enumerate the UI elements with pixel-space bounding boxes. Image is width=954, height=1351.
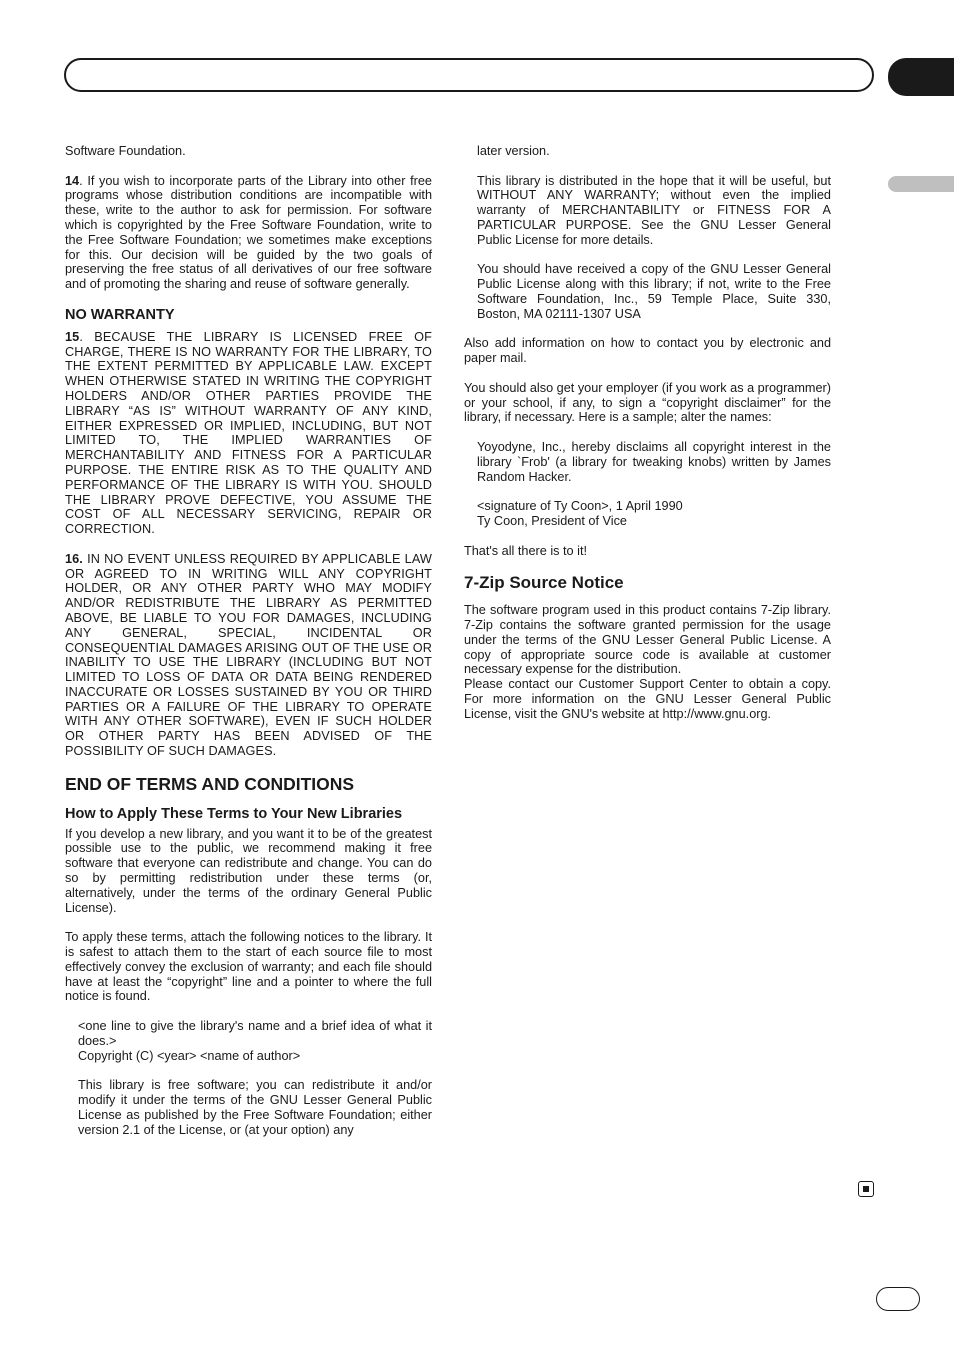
section-15 [65, 330, 432, 537]
paragraph-employer: You should also get your employer (if you work as a programmer) or your school, if any, to sign a “copyright disclaimer” for the library, if necessary. Here is a sample; alter the names: [464, 380, 831, 425]
end-of-terms-heading: END OF TERMS AND CONDITIONS [65, 773, 355, 794]
zip-paragraph-2: Please contact our Customer Support Center to obtain a copy. For more information on the GNU Lesser General Public License, visit the GNU's website at http://www.gnu.org. [464, 677, 831, 721]
notice-received: You should have received a copy of the GNU Lesser General Public License along with this library; if not, write to the Free Software Foundation, Inc., 59 Temple Place, Suite 330, Boston, MA 02111-1307 USA [477, 262, 831, 321]
paragraph-thats-all: That's all there is to it! [464, 543, 588, 558]
section-16-text: IN NO EVENT UNLESS REQUIRED BY APPLICABLE LAW OR AGREED TO IN WRITING WILL ANY COPYRIGHT HOLDER, OR ANY OTHER PARTY WHO MAY MODIFY AND/OR REDISTRIBUTE THE LIBRARY AS PERMITTED ABOVE, BE LIABLE TO YOU FOR DAMAGES, INCLUDING ANY GENERAL, SPECIAL, INCIDENTAL OR CONSEQUENTIAL DAMAGES ARISING OUT OF THE USE OR INABILITY TO USE THE LIBRARY (INCLUDING BUT NOT LIMITED TO LOSS OF DATA OR DATA BEING RENDERED INACCURATE OR LOSSES SUSTAINED BY YOU OR THIRD PARTIES OR A FAILURE OF THE LIBRARY TO OPERATE WITH ANY OTHER SOFTWARE), EVEN IF SUCH HOLDER OR OTHER PARTY HAS BEEN ADVISED OF THE POSSIBILITY OF SUCH DAMAGES. [65, 551, 432, 759]
section-16-number: 16. [65, 551, 83, 566]
disclaimer-yoyodyne: Yoyodyne, Inc., hereby disclaims all copyright interest in the library `Frob' (a library for tweaking knobs) written by James Random Hacker. [477, 439, 831, 484]
paragraph-also-add: Also add information on how to contact you by electronic and paper mail. [464, 336, 831, 366]
notice-line-2: Copyright (C) <year> <name of author> [78, 1048, 301, 1063]
section-14-text: . If you wish to incorporate parts of the Library into other free programs whose distribution conditions are incompatible with these, write to the author to ask for permission. For software which is copyrighted by the Free Software Foundation, write to the Free Software Foundation; we sometimes make exceptions for this. Our decision will be guided by the two goals of preserving the free status of all derivatives of our free software and of promoting the sharing and reuse of software generally. [65, 173, 432, 292]
end-mark-icon [858, 1181, 874, 1197]
section-15-text: . BECAUSE THE LIBRARY IS LICENSED FREE OF CHARGE, THERE IS NO WARRANTY FOR THE LIBRARY, TO THE EXTENT PERMITTED BY APPLICABLE LAW. EXCEPT WHEN OTHERWISE STATED IN WRITING THE COPYRIGHT HOLDERS AND/OR OTHER PARTIES PROVIDE THE LIBRARY “AS IS” WITHOUT WARRANTY OF ANY KIND, EITHER EXPRESSED OR IMPLIED, INCLUDING, BUT NOT LIMITED TO, THE IMPLIED WARRANTIES OF MERCHANTABILITY AND FITNESS FOR A PARTICULAR PURPOSE. THE ENTIRE RISK AS TO THE QUALITY AND PERFORMANCE OF THE LIBRARY IS WITH YOU. SHOULD THE LIBRARY PROVE DEFECTIVE, YOU ASSUME THE COST OF ALL NECESSARY SERVICING, REPAIR OR CORRECTION. [65, 329, 432, 537]
notice-distributed: This library is distributed in the hope that it will be useful, but WITHOUT ANY WARRANTY; without even the implied warranty of MERCHANTABILITY or FITNESS FOR A PARTICULAR PURPOSE. See the GNU Lesser General Public License for more details. [477, 173, 831, 247]
paragraph-apply: To apply these terms, attach the following notices to the library. It is safest to attach them to the start of each source file to most effectively convey the exclusion of warranty; and each file should have at least the “copyright” line and a pointer to where the full notice is found. [65, 930, 432, 1004]
paragraph-develop: If you develop a new library, and you want it to be of the greatest possible use to the public, we recommend making it free software that everyone can redistribute and change. You can do so by permitting redistribution under these terms (or, alternatively, under the terms of the ordinary General Public License). [65, 826, 432, 915]
section-14-number: 14 [65, 173, 80, 188]
no-warranty-heading: NO WARRANTY [65, 306, 175, 323]
paragraph-foundation: Software Foundation. [65, 144, 186, 158]
later-version: later version. [477, 144, 550, 158]
page-number-oval [876, 1287, 920, 1311]
notice-free-software: This library is free software; you can redistribute it and/or modify it under the terms of the GNU Lesser General Public License as published by the Free Software Foundation; either version 2.1 of the License, or (at your option) any [78, 1078, 432, 1137]
notice-line-1: <one line to give the library's name and a brief idea of what it does.> [78, 1019, 432, 1048]
language-side-tab [888, 176, 954, 192]
how-to-apply-heading: How to Apply These Terms to Your New Libraries [65, 805, 403, 822]
chapter-header-bar [64, 58, 874, 92]
chapter-number-tab [888, 58, 954, 96]
section-16 [65, 552, 432, 759]
disclaimer-signature: <signature of Ty Coon>, 1 April 1990 [477, 499, 683, 514]
left-column [65, 144, 432, 1152]
disclaimer-ty-coon: Ty Coon, President of Vice [477, 513, 627, 528]
section-14 [65, 174, 432, 292]
zip-paragraph-1: The software program used in this product contains 7-Zip library. 7-Zip contains the software granted permission for the usage under the terms of the GNU Lesser General Public License. A copy of appropriate source code is available at customer necessary expense for the distribution. [464, 603, 831, 677]
zip-notice-heading: 7-Zip Source Notice [464, 573, 624, 593]
right-column [464, 144, 831, 736]
section-15-number: 15 [65, 329, 80, 344]
